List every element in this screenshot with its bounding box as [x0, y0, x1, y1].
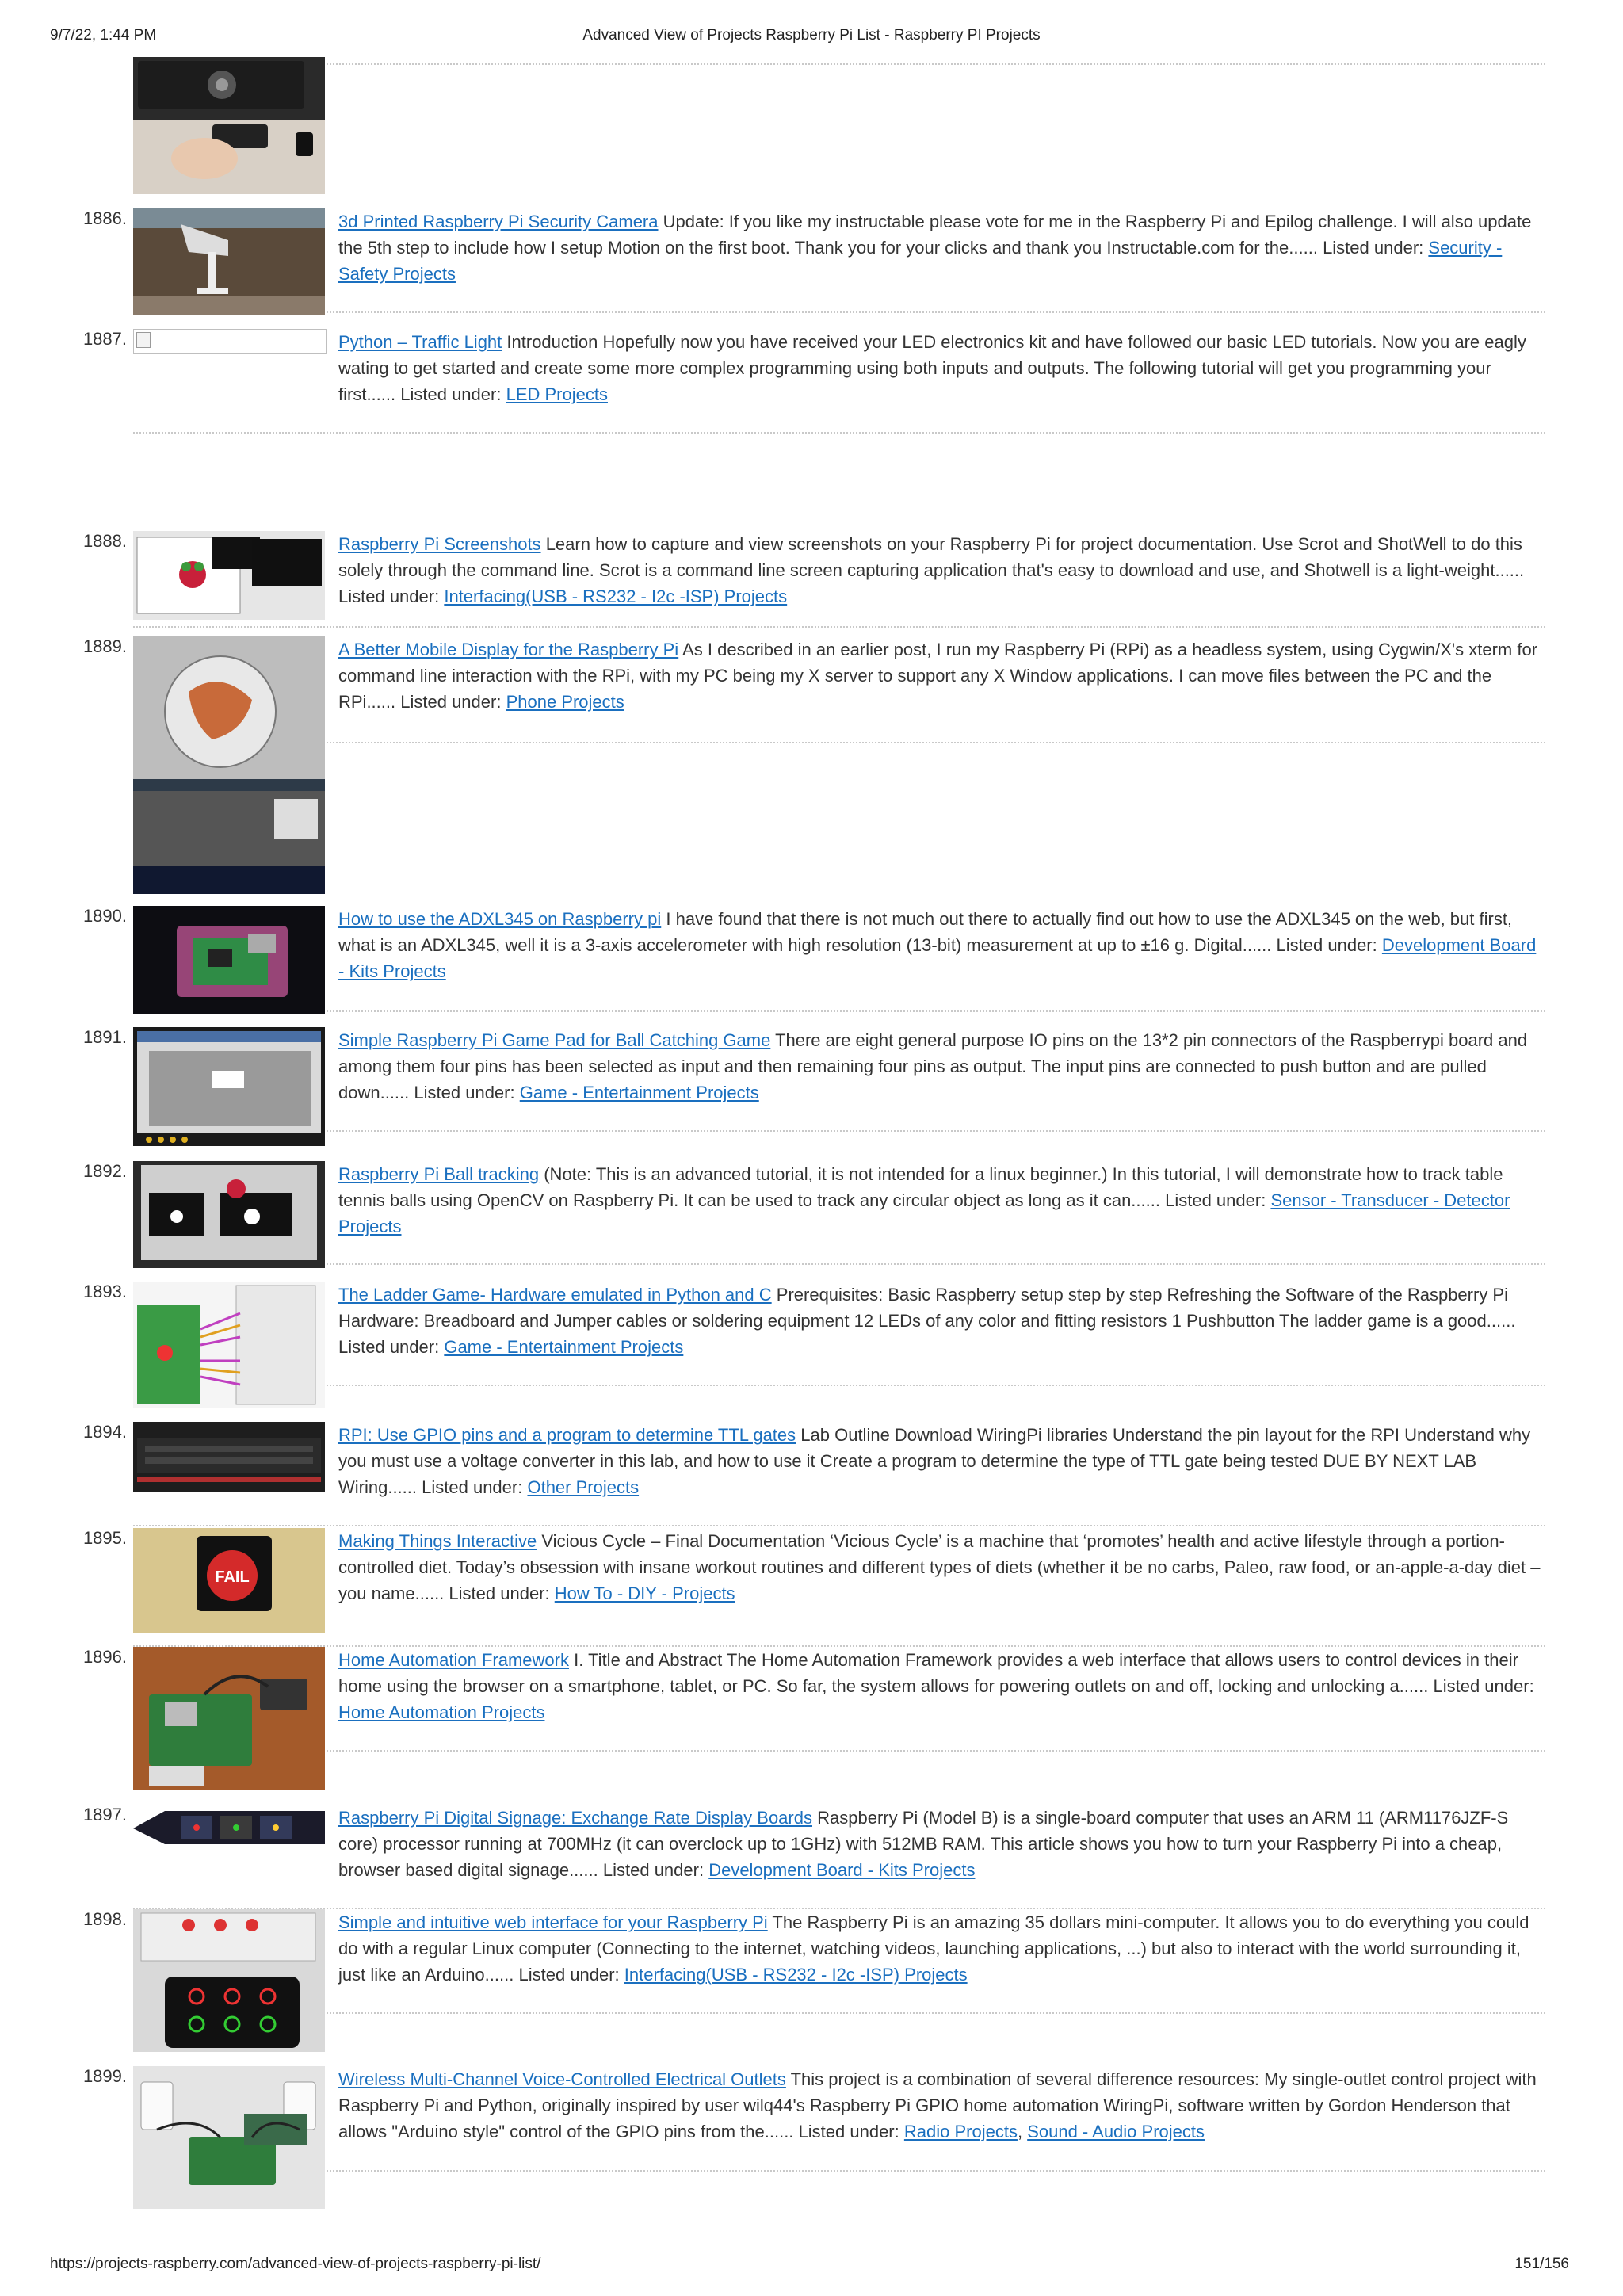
separator	[133, 432, 1545, 434]
item-text	[338, 208, 1545, 287]
project-thumbnail	[133, 57, 325, 194]
separator	[133, 1130, 1545, 1132]
project-description: The Raspberry Pi is an amazing 35 dollars mini-computer. It allows you to do everything you could do with a regular Linux computer (Connecting to the internet, watching videos, launching applications, ...) but also to interact with the world surrounding it, just like an Arduino......	[338, 1912, 1529, 1985]
project-description: Update: If you like my instructable please vote for me in the Raspberry Pi and Epilog challenge. I will also update the 5th step to include how I setup Motion on the first boot. Thank you for your clicks and thank you Instructable.com for the......	[338, 212, 1532, 258]
item-number: 1899.	[82, 2066, 127, 2086]
item-text	[338, 906, 1545, 984]
category-separator: ,	[1017, 2122, 1028, 2141]
project-title-link[interactable]: Raspberry Pi Digital Signage: Exchange Rate Display Boards	[338, 1808, 812, 1828]
project-description: This project is a combination of several difference resources: My single-outlet control project with Raspberry Pi and Python, originally inspired by user wilq44's Raspberry Pi GPIO home automation WiringPi, software written by Gordon Henderson that allows "Arduino style" control of the GPIO pins from the......	[338, 2069, 1537, 2141]
broken-image-icon	[136, 332, 151, 348]
project-thumbnail[interactable]	[133, 1282, 325, 1408]
item-number: 1895.	[82, 1528, 127, 1548]
item-number: 1893.	[82, 1282, 127, 1301]
separator	[133, 63, 1545, 65]
project-title-link[interactable]: 3d Printed Raspberry Pi Security Camera	[338, 212, 659, 231]
item-number: 1892.	[82, 1161, 127, 1181]
item-text	[338, 329, 1545, 407]
project-thumbnail[interactable]	[133, 1422, 325, 1492]
project-title-link[interactable]: Raspberry Pi Ball tracking	[338, 1164, 540, 1184]
project-title-link[interactable]: Simple Raspberry Pi Game Pad for Ball Catching Game	[338, 1030, 771, 1050]
listed-under-label: Listed under:	[400, 384, 502, 404]
project-thumbnail[interactable]	[133, 208, 325, 315]
item-text	[338, 1909, 1545, 1988]
project-description: Vicious Cycle – Final Documentation ‘Vicious Cycle’ is a machine that ‘promotes’ health and active lifestyle through a portion-controlled diet. Today’s obsession with insane workout routines and different types of diets (whether it be no carbs, Paleo, raw food, or an-apple-a-day diet – you name......	[338, 1531, 1541, 1603]
separator	[133, 1385, 1545, 1386]
broken-image	[133, 329, 327, 354]
project-thumbnail[interactable]	[133, 636, 325, 894]
item-number: 1894.	[82, 1422, 127, 1442]
separator	[133, 2012, 1545, 2014]
category-link[interactable]: Development Board - Kits Projects	[338, 935, 1537, 981]
project-title-link[interactable]: Raspberry Pi Screenshots	[338, 534, 541, 554]
item-text	[338, 1161, 1545, 1240]
item-text	[338, 1647, 1545, 1725]
item-number: 1889.	[82, 636, 127, 656]
separator	[133, 742, 1545, 743]
item-text	[338, 1528, 1545, 1606]
item-text	[338, 2066, 1545, 2145]
project-thumbnail[interactable]	[133, 1161, 325, 1268]
project-description: Introduction Hopefully now you have received your LED electronics kit and have followed our basic LED tutorials. Now you are eagly wating to get started and create some more complex programming using both inputs and outputs. The following tutorial will get you programming your first......	[338, 332, 1526, 404]
project-description: Prerequisites: Basic Raspberry setup step by step Refreshing the Software of the Raspberry Pi Hardware: Breadboard and Jumper cables or soldering equipment 12 LEDs of any color and fitting resistors 1 Pushbutton The ladder game is a good......	[338, 1285, 1516, 1331]
separator	[133, 2170, 1545, 2172]
fail-button-label: FAIL	[215, 1568, 250, 1586]
category-link[interactable]: Interfacing(USB - RS232 - I2c -ISP) Projects	[624, 1965, 968, 1985]
project-description: Raspberry Pi (Model B) is a single-board computer that uses an ARM 11 (ARM1176JZF-S core) processor running at 700MHz (it can overclock up to 1GHz) with 512MB RAM. This article shows you how to turn your Raspberry Pi into a cheap, browser based digital signage......	[338, 1808, 1509, 1880]
category-link[interactable]: How To - DIY - Projects	[554, 1584, 735, 1603]
project-thumbnail[interactable]	[133, 1647, 325, 1790]
listed-under-label: Listed under:	[1165, 1190, 1266, 1210]
item-text	[338, 1422, 1545, 1500]
category-link[interactable]: Interfacing(USB - RS232 - I2c -ISP) Projects	[444, 586, 788, 606]
project-thumbnail[interactable]	[133, 906, 325, 1014]
separator	[133, 1525, 1545, 1526]
category-link[interactable]: Sound - Audio Projects	[1027, 2122, 1205, 2141]
item-number: 1887.	[82, 329, 127, 349]
separator	[133, 1010, 1545, 1012]
project-thumbnail[interactable]	[133, 1805, 325, 1851]
category-link[interactable]: Game - Entertainment Projects	[519, 1083, 759, 1102]
project-title-link[interactable]: Wireless Multi-Channel Voice-Controlled Electrical Outlets	[338, 2069, 786, 2089]
print-title: Advanced View of Projects Raspberry Pi List - Raspberry PI Projects	[582, 27, 1041, 44]
listed-under-label: Listed under:	[1323, 238, 1424, 258]
print-url: https://projects-raspberry.com/advanced-view-of-projects-raspberry-pi-list/	[50, 2256, 541, 2272]
listed-under-label: Listed under:	[449, 1584, 550, 1603]
separator	[133, 311, 1545, 313]
project-title-link[interactable]: Making Things Interactive	[338, 1531, 537, 1551]
item-number: 1890.	[82, 906, 127, 926]
category-link[interactable]: Radio Projects	[903, 2122, 1018, 2141]
project-thumbnail[interactable]	[133, 531, 325, 620]
item-number: 1898.	[82, 1909, 127, 1929]
project-title-link[interactable]: How to use the ADXL345 on Raspberry pi	[338, 909, 662, 929]
category-link[interactable]: Other Projects	[527, 1477, 640, 1497]
listed-under-label: Listed under:	[414, 1083, 515, 1102]
item-number: 1896.	[82, 1647, 127, 1667]
project-description: Learn how to capture and view screenshots on your Raspberry Pi for project documentation. Use Scrot and ShotWell to do this solely through the command line. Scrot is a command line screen capturing application that's easy to download and use, and Shotwell is a light-weight......	[338, 534, 1525, 580]
project-title-link[interactable]: Simple and intuitive web interface for your Raspberry Pi	[338, 1912, 768, 1932]
listed-under-label: Listed under:	[602, 1860, 705, 1880]
item-text	[338, 531, 1545, 609]
project-title-link[interactable]: Python – Traffic Light	[338, 332, 502, 352]
item-number: 1891.	[82, 1027, 127, 1047]
listed-under-label: Listed under:	[338, 1337, 440, 1357]
project-description: Lab Outline Download WiringPi libraries Understand the pin layout for the RPI Understand why you must use a voltage converter in this lab, and how to use it Create a program to determine the type of TTL gate being tested DUE BY NEXT LAB Wiring......	[338, 1425, 1531, 1497]
project-title-link[interactable]: Home Automation Framework	[338, 1650, 569, 1670]
page-number: 151/156	[1514, 2256, 1569, 2272]
item-number: 1888.	[82, 531, 127, 551]
listed-under-label: Listed under:	[1433, 1676, 1534, 1696]
project-thumbnail[interactable]	[133, 1027, 325, 1146]
separator	[133, 626, 1545, 628]
category-link[interactable]: Security - Safety Projects	[338, 238, 1503, 284]
listed-under-label: Listed under:	[1276, 935, 1377, 955]
project-description: (Note: This is an advanced tutorial, it is not intended for a linux beginner.) In this tutorial, I will demonstrate how to track table tennis balls using OpenCV on Raspberry Pi. It can be used to track any circular object as long as it can......	[338, 1164, 1503, 1210]
project-description: As I described in an earlier post, I run my Raspberry Pi (RPi) as a headless system, using Cygwin/X's xterm for command line interaction with the RPi, with my PC being my X server to support any X Window applications. I can move files between the PC and the RPi......	[338, 640, 1538, 712]
project-description: I. Title and Abstract The Home Automation Framework provides a web interface that allows users to control devices in their home using the browser on a smartphone, tablet, or PC. So far, the system allows for powering outlets on and off, locking and unlocking a......	[338, 1650, 1518, 1696]
project-title-link[interactable]: RPI: Use GPIO pins and a program to determine TTL gates	[338, 1425, 796, 1445]
item-text	[338, 1027, 1545, 1106]
item-text	[338, 1805, 1545, 1883]
project-thumbnail[interactable]	[133, 2066, 325, 2209]
listed-under-label: Listed under:	[798, 2122, 899, 2141]
category-link[interactable]: Sensor - Transducer - Detector Projects	[338, 1190, 1510, 1236]
listed-under-label: Listed under:	[422, 1477, 523, 1497]
project-description: I have found that there is not much out there to actually find out how to use the ADXL345 on the web, but first, what is an ADXL345, well it is a 3-axis accelerometer with high resolution (13-bit) measurement at up to ±16 g. Digital......	[338, 909, 1513, 955]
category-link[interactable]: Development Board - Kits Projects	[708, 1860, 976, 1880]
separator	[133, 1263, 1545, 1265]
item-number: 1897.	[82, 1805, 127, 1824]
category-link[interactable]: Home Automation Projects	[338, 1702, 545, 1722]
project-thumbnail[interactable]	[133, 1528, 325, 1633]
category-link[interactable]: Game - Entertainment Projects	[444, 1337, 684, 1357]
listed-under-label: Listed under:	[400, 692, 502, 712]
project-thumbnail[interactable]	[133, 1909, 325, 2052]
category-link[interactable]: LED Projects	[506, 384, 608, 404]
item-text	[338, 636, 1545, 715]
category-link[interactable]: Phone Projects	[506, 692, 624, 712]
item-text	[338, 1282, 1545, 1360]
project-description: There are eight general purpose IO pins on the 13*2 pin connectors of the Raspberrypi board and among them four pins has been selected as input and then remaining four pins as output. The input pins are connected to push button and are pulled down......	[338, 1030, 1528, 1102]
print-date: 9/7/22, 1:44 PM	[50, 27, 157, 44]
item-number: 1886.	[82, 208, 127, 228]
separator	[133, 1750, 1545, 1752]
project-title-link[interactable]: A Better Mobile Display for the Raspberry Pi	[338, 640, 679, 659]
listed-under-label: Listed under:	[518, 1965, 620, 1985]
listed-under-label: Listed under:	[338, 586, 440, 606]
project-title-link[interactable]: The Ladder Game- Hardware emulated in Python and C	[338, 1285, 772, 1305]
